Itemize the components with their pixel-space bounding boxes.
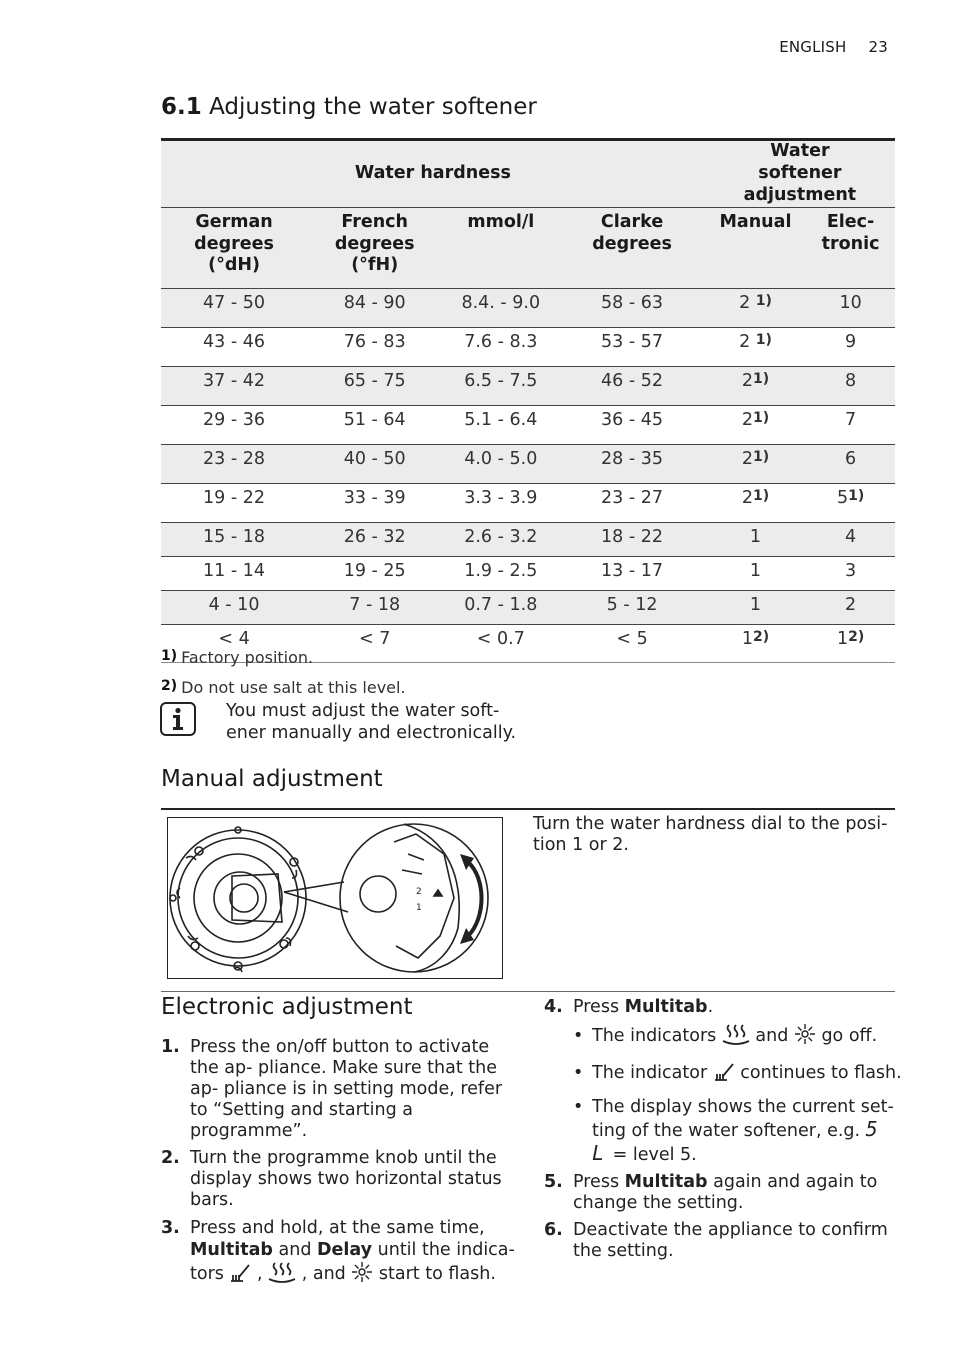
cell-clarke: 36 - 45 [559,405,705,444]
cell-french: 19 - 25 [307,556,442,590]
footnote-ref: 2) [848,628,865,645]
electronic-rule [161,991,895,992]
cell-german: 43 - 46 [161,327,307,366]
cell-clarke: 53 - 57 [559,327,705,366]
cell-electronic: 5$^{1)}$ [806,483,895,522]
footnote-2: 2) Do not use salt at this level. [161,678,406,697]
dial-instruction: Turn the water hardness dial to the posi- tion 1 or 2. [533,814,888,855]
section-title [161,94,537,120]
cell-mmol: 1.9 - 2.5 [442,556,559,590]
header-language: ENGLISH [779,38,847,56]
cell-clarke: 28 - 35 [559,444,705,483]
dial-illustration [167,817,503,979]
display-readout: 5 L [592,1117,881,1165]
cell-french: 65 - 75 [307,366,442,405]
footnote-ref: 1) [752,448,770,465]
rinse-aid-icon [713,1062,735,1091]
table-row [161,590,895,624]
electronic-steps-right [544,997,904,1268]
electronic-steps-left [161,1037,517,1295]
cell-manual: 1$^{2)}$ [705,624,806,662]
section-title-text: Adjusting the water softener [209,94,537,120]
cell-clarke: 5 - 12 [559,590,705,624]
footnote-ref: 1) [755,331,772,348]
footnotes [161,642,406,702]
footnote-ref: 1) [752,409,770,426]
table-row [161,483,895,522]
col-electronic: Elec- tronic [806,207,895,288]
cell-french: 26 - 32 [307,522,442,556]
footnote-ref: 2) [752,628,770,645]
cell-manual: 2$^{1)}$ [705,444,806,483]
table-row [161,366,895,405]
cell-clarke: 58 - 63 [559,288,705,327]
col-manual: Manual [705,207,806,288]
bullet-indicator-flash: • The indicator continues to flash. [573,1059,904,1091]
info-icon [160,702,196,736]
cell-french: 51 - 64 [307,405,442,444]
cell-german: 4 - 10 [161,590,307,624]
cell-mmol: 6.5 - 7.5 [442,366,559,405]
cell-german: 15 - 18 [161,522,307,556]
footnote-ref: 1) [755,292,772,309]
step-5: 5. Press Multitab again and again to change the setting. [544,1172,878,1213]
cell-manual: 2$^{1)}$ [705,366,806,405]
cell-french: < 7 [307,624,442,662]
table-row [161,522,895,556]
table-body [161,288,895,662]
cell-clarke: 18 - 22 [559,522,705,556]
cell-electronic: 6 [806,444,895,483]
step-2: 2. Turn the programme knob until the display shows two horizontal status bars. [161,1148,502,1210]
footnote-ref: 1) [752,370,770,387]
bullet-display-setting: • The display shows the current set- ting of the water softener, e.g. 5 L = level 5. [573,1096,904,1166]
cell-electronic: 3 [806,556,895,590]
cell-mmol: 3.3 - 3.9 [442,483,559,522]
cell-manual: 2$^{1)}$ [705,483,806,522]
salt-icon [268,1261,296,1289]
col-german: German degrees (°dH) [161,207,307,288]
cell-clarke: 46 - 52 [559,366,705,405]
cell-clarke: 13 - 17 [559,556,705,590]
cell-german: < 4 [161,624,307,662]
cell-german: 23 - 28 [161,444,307,483]
bullet-indicators-off: • The indicators and go off. [573,1022,904,1054]
water-hardness-dial-icon [168,818,502,978]
dial-label-2: 2 [416,887,422,897]
cell-mmol: < 0.7 [442,624,559,662]
cell-mmol: 2.6 - 3.2 [442,522,559,556]
col-french: French degrees (°fH) [307,207,442,288]
cell-french: 84 - 90 [307,288,442,327]
cell-german: 19 - 22 [161,483,307,522]
cell-mmol: 5.1 - 6.4 [442,405,559,444]
table-group-header [161,140,895,208]
cell-electronic: 4 [806,522,895,556]
table-row [161,288,895,327]
cell-german: 11 - 14 [161,556,307,590]
table-row [161,556,895,590]
cell-manual: 2$^{1)}$ [705,405,806,444]
header-page-number: 23 [868,38,888,56]
electronic-adjustment-title: Electronic adjustment [161,994,413,1020]
step-4: 4. Press Multitab. • The indicators and go off. • The indicator continues to flash. • The display shows the current set- ting of the water softener, e.g. 5 L = level 5. [544,997,904,1166]
footnote-ref: 1) [848,487,865,504]
col-mmol: mmol/l [442,207,559,288]
footnote-1: 1) Factory position. [161,648,314,667]
cell-mmol: 8.4. - 9.0 [442,288,559,327]
table-row [161,327,895,366]
step-6: 6. Deactivate the appliance to confirm the setting. [544,1220,888,1261]
cell-german: 29 - 36 [161,405,307,444]
cell-manual: 1 [705,590,806,624]
cell-french: 40 - 50 [307,444,442,483]
cell-mmol: 4.0 - 5.0 [442,444,559,483]
cell-electronic: 10 [806,288,895,327]
info-note: You must adjust the water soft- ener manually and electronically. [226,701,517,743]
table-row [161,444,895,483]
table-row [161,405,895,444]
cell-clarke: < 5 [559,624,705,662]
col-clarke: Clarke degrees [559,207,705,288]
sparkle-icon [794,1023,816,1054]
cell-electronic: 8 [806,366,895,405]
cell-electronic: 9 [806,327,895,366]
cell-german: 37 - 42 [161,366,307,405]
dial-label-1: 1 [416,903,422,913]
cell-manual: 1 [705,522,806,556]
cell-mmol: 7.6 - 8.3 [442,327,559,366]
rinse-aid-icon [229,1263,251,1289]
page-header [757,38,888,56]
cell-electronic: 2 [806,590,895,624]
sparkle-icon [351,1261,373,1289]
cell-french: 7 - 18 [307,590,442,624]
step-1: 1. Press the on/off button to activate the ap- pliance. Make sure that the ap- pliance is in setting mode, refer to “Setting and starting a programme”. [161,1037,503,1141]
info-glyph [162,704,194,734]
cell-mmol: 0.7 - 1.8 [442,590,559,624]
table-column-header [161,207,895,288]
cell-manual: 1 [705,556,806,590]
cell-electronic: 1$^{2)}$ [806,624,895,662]
cell-electronic: 7 [806,405,895,444]
cell-french: 33 - 39 [307,483,442,522]
water-hardness-table [161,138,895,663]
group-water-hardness: Water hardness [161,140,705,208]
salt-icon [722,1023,750,1054]
cell-manual: 2 $^{1)}$ [705,288,806,327]
step-4-bullets [573,1022,904,1166]
manual-adjustment-title: Manual adjustment [161,766,383,792]
step-3: 3. Press and hold, at the same time, Multitab and Delay until the indica- tors , , and start to flash. [161,1217,517,1289]
footnote-ref: 1) [752,487,770,504]
manual-rule [161,808,895,810]
cell-clarke: 23 - 27 [559,483,705,522]
group-softener-adjustment: Water softener adjustment [705,140,895,208]
cell-german: 47 - 50 [161,288,307,327]
cell-french: 76 - 83 [307,327,442,366]
section-number: 6.1 [161,94,202,120]
cell-manual: 2 $^{1)}$ [705,327,806,366]
